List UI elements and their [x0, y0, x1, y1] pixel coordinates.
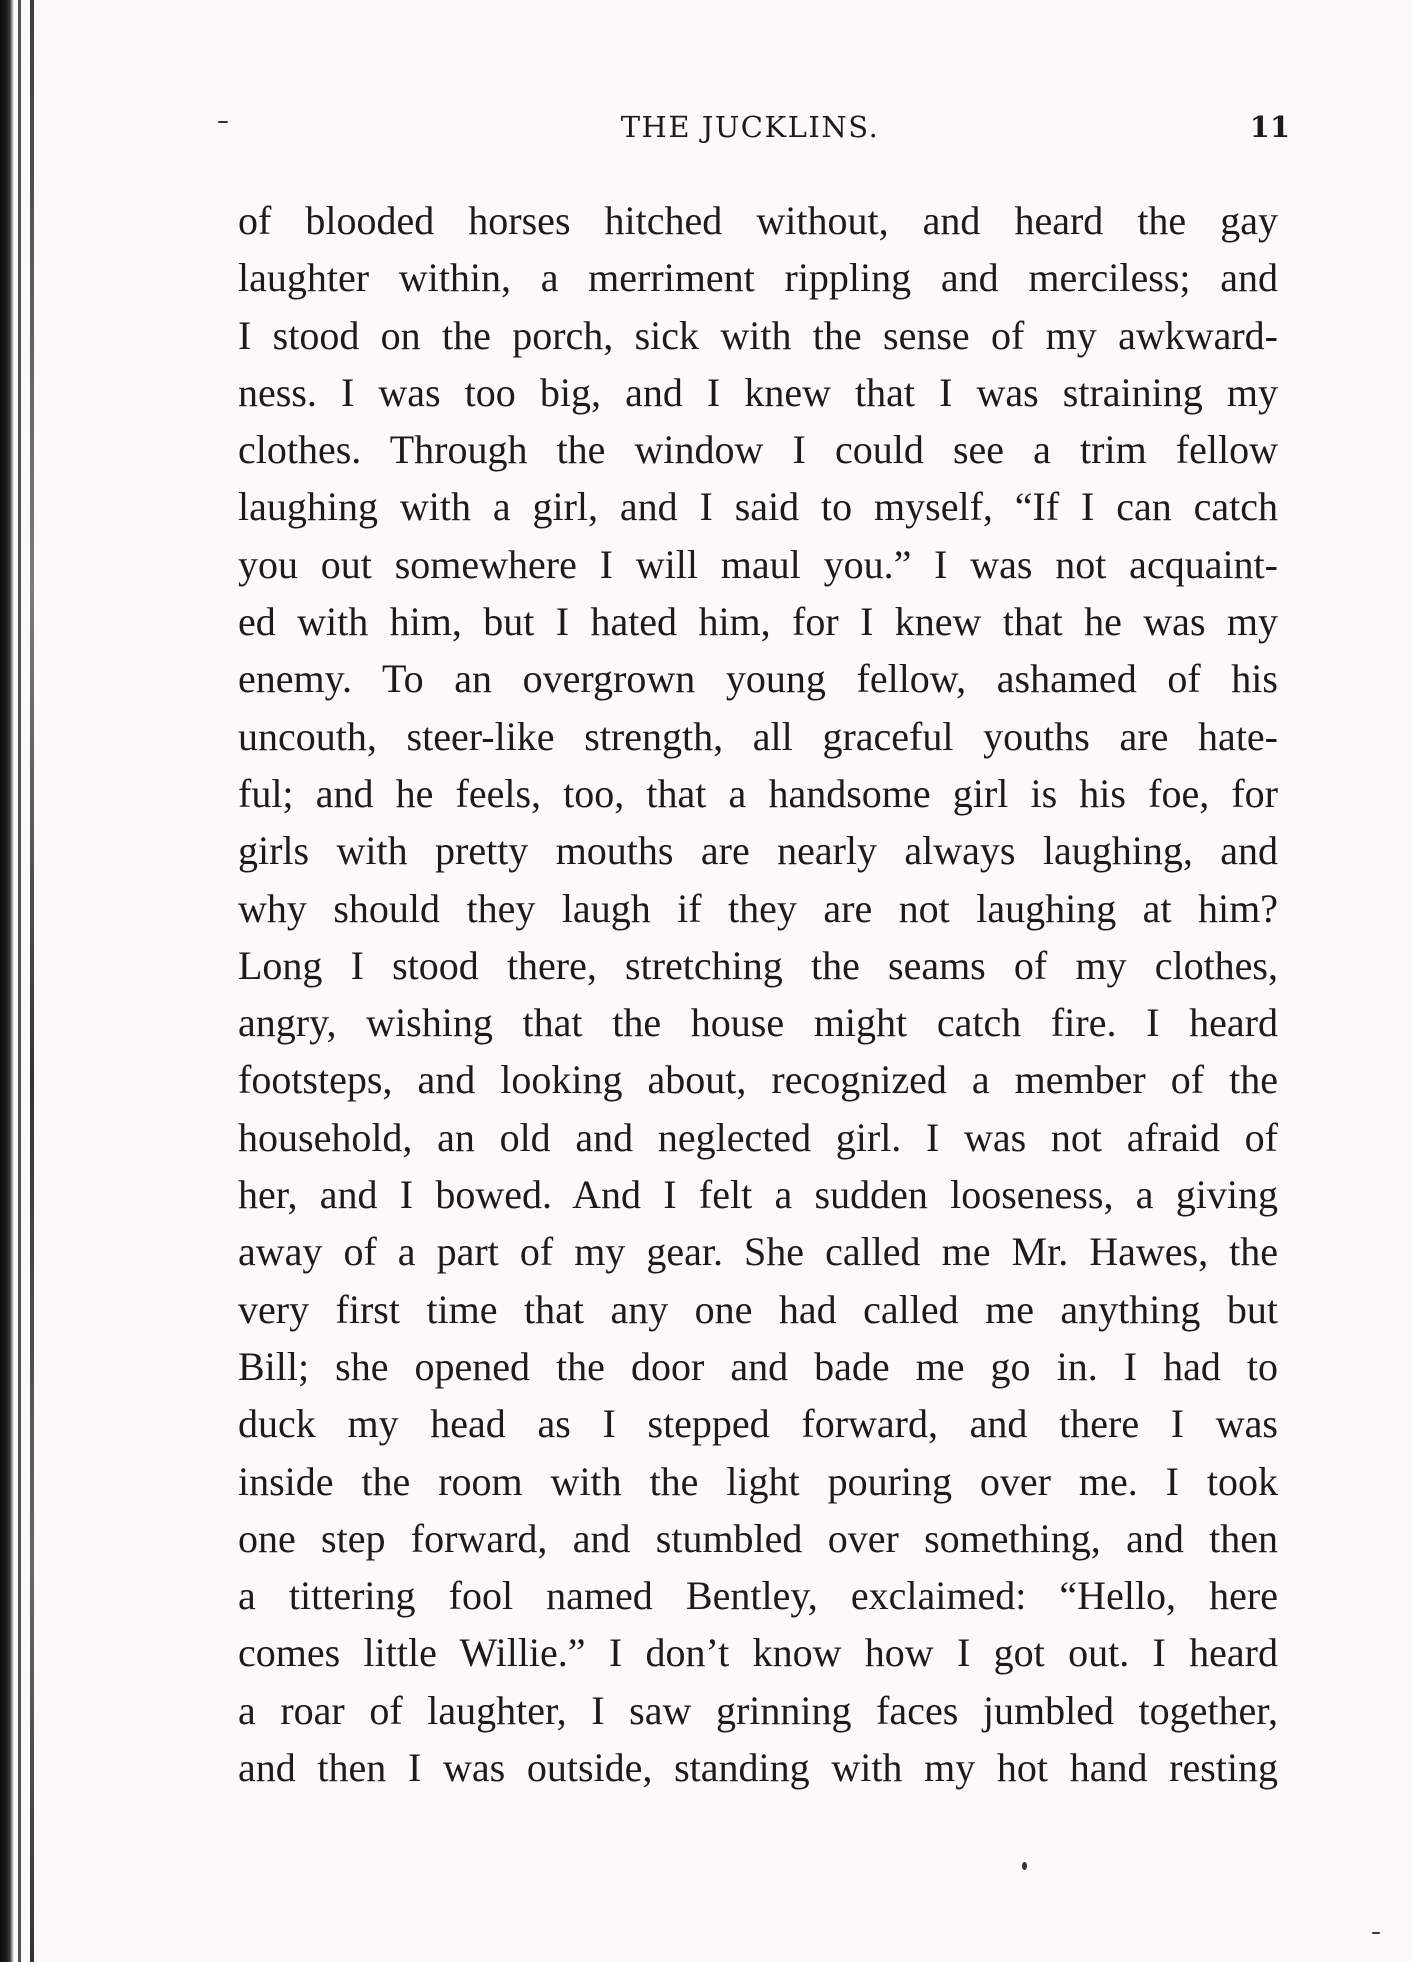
running-head-title: THE JUCKLINS. — [620, 110, 880, 144]
text-line: laughing with a girl, and I said to myself, “If I can catch — [238, 484, 1278, 530]
page-number: 11 — [1249, 110, 1290, 144]
text-line: laughter within, a merriment rippling and merciless; and — [238, 255, 1278, 301]
print-speck — [1372, 1932, 1380, 1934]
page-binding-shadow — [18, 0, 21, 1962]
text-line: her, and I bowed. And I felt a sudden looseness, a giving — [238, 1172, 1278, 1218]
text-line: Long I stood there, stretching the seams of my clothes, — [238, 942, 1278, 988]
text-line: you out somewhere I will maul you.” I was not acquaint- — [238, 541, 1278, 587]
text-line: household, an old and neglected girl. I was not afraid of — [238, 1114, 1278, 1160]
text-line: very first time that any one had called me anything but — [238, 1286, 1278, 1332]
running-head — [210, 110, 1290, 160]
text-line: ed with him, but I hated him, for I knew that he was my — [238, 599, 1278, 645]
text-line: I stood on the porch, sick with the sense of my awkward- — [238, 312, 1278, 358]
text-line: duck my head as I stepped forward, and there I was — [238, 1401, 1278, 1447]
page-binding-edge — [0, 0, 14, 1962]
page-binding-shadow-inner — [30, 0, 34, 1962]
text-line: a tittering fool named Bentley, exclaimed: “Hello, here — [238, 1573, 1278, 1619]
text-line: inside the room with the light pouring over me. I took — [238, 1458, 1278, 1504]
text-line: away of a part of my gear. She called me Mr. Hawes, the — [238, 1229, 1278, 1275]
text-line: one step forward, and stumbled over something, and then — [238, 1515, 1278, 1561]
text-line: uncouth, steer-like strength, all graceful youths are hate- — [238, 713, 1278, 759]
print-speck — [218, 121, 228, 123]
text-line: comes little Willie.” I don’t know how I got out. I heard — [238, 1630, 1278, 1676]
text-line: ness. I was too big, and I knew that I was straining my — [238, 369, 1278, 415]
text-line: ful; and he feels, too, that a handsome girl is his foe, for — [238, 770, 1278, 816]
text-line: footsteps, and looking about, recognized a member of the — [238, 1057, 1278, 1103]
text-line: clothes. Through the window I could see a trim fellow — [238, 427, 1278, 473]
text-line: and then I was outside, standing with my hot hand resting — [238, 1745, 1278, 1791]
print-speck — [1022, 1862, 1027, 1870]
text-line: a roar of laughter, I saw grinning faces jumbled together, — [238, 1687, 1278, 1733]
text-line: angry, wishing that the house might catch fire. I heard — [238, 1000, 1278, 1046]
text-line: Bill; she opened the door and bade me go in. I had to — [238, 1343, 1278, 1389]
text-line: enemy. To an overgrown young fellow, ashamed of his — [238, 656, 1278, 702]
text-line: why should they laugh if they are not laughing at him? — [238, 885, 1278, 931]
text-line: girls with pretty mouths are nearly always laughing, and — [238, 828, 1278, 874]
text-line: of blooded horses hitched without, and heard the gay — [238, 198, 1278, 243]
body-text — [238, 192, 1278, 1796]
